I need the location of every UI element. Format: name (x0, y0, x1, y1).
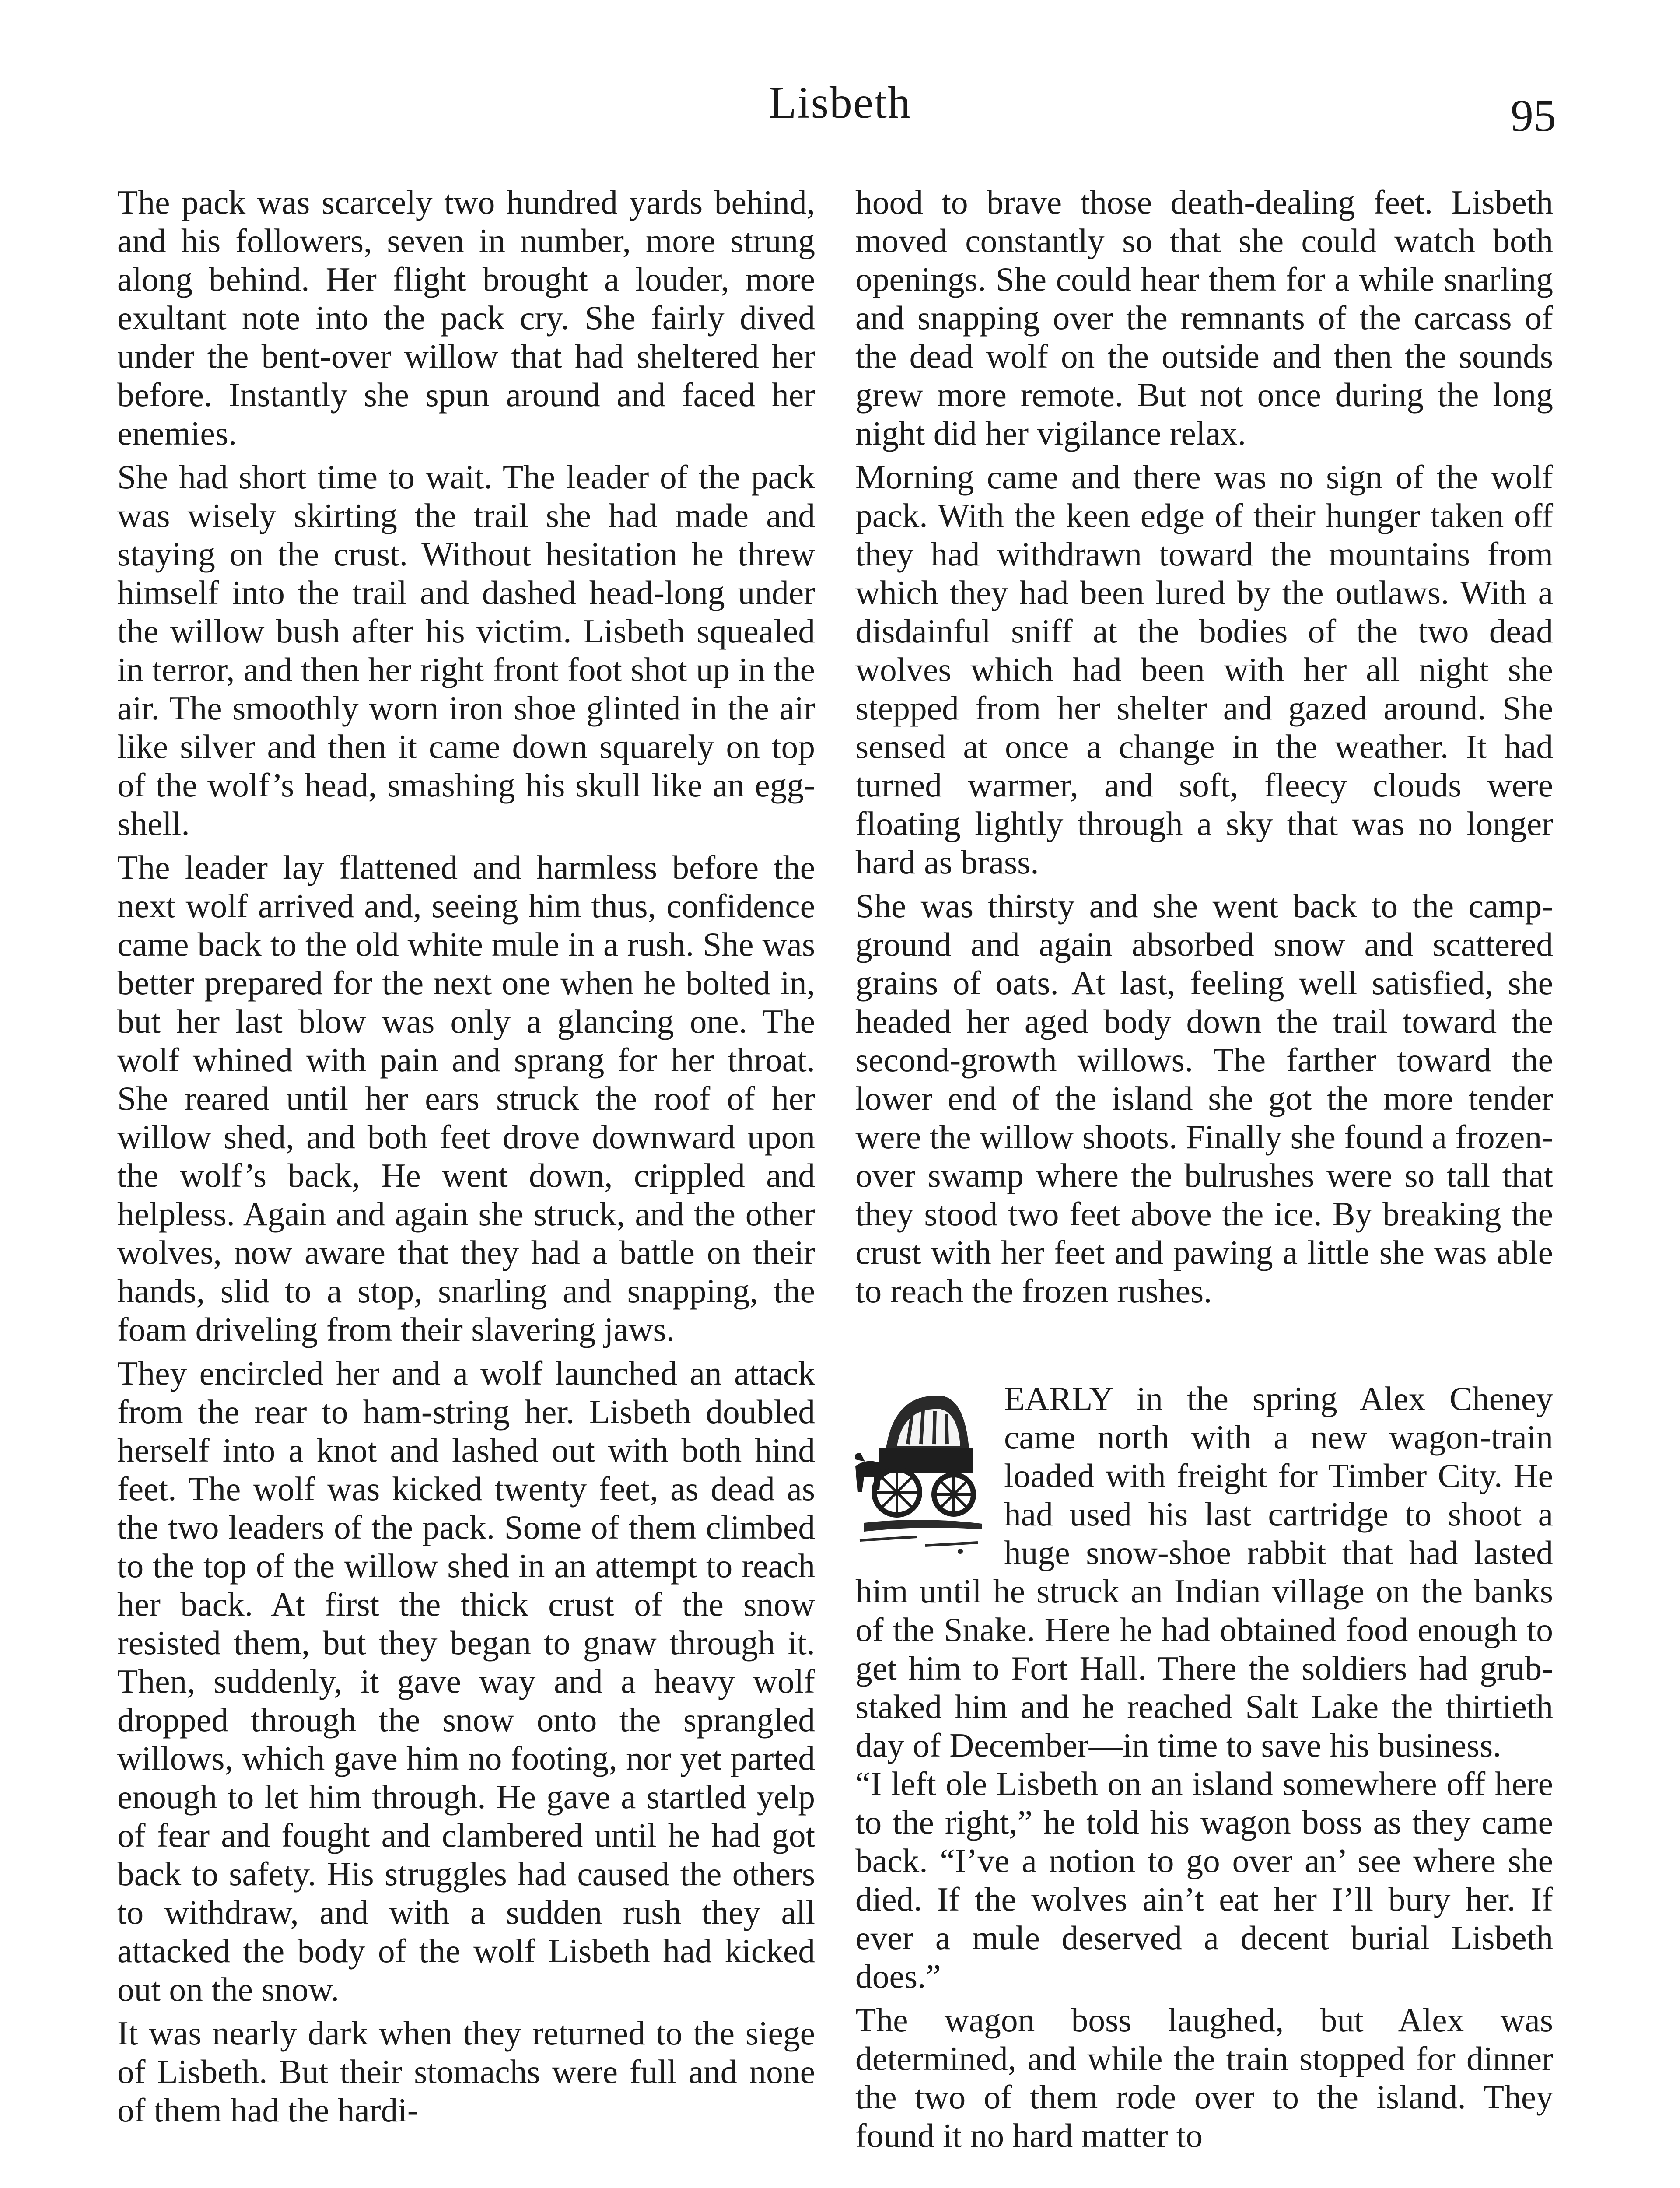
covered-wagon-vignette-icon (855, 1383, 987, 1558)
paragraph: The leader lay flattened and harmless before the next wolf arrived and, seeing him thus, confidence came back to the old white mule in a rush. She was better prepared for the next one when he bolted in, but her last blow was only a glancing one. The wolf whined with pain and sprang for her throat. She reared until her ears struck the roof of her willow shed, and both feet drove downward upon the wolf’s back, He went down, crippled and helpless. Again and again she struck, and the other wolves, now aware that they had a battle on their hands, slid to a stop, snarling and snapping, the foam driveling from their slavering jaws. (117, 849, 815, 1348)
paragraph: “I left ole Lisbeth on an island somewhere off here to the right,” he told his wagon boss as they came back. “I’ve a notion to go over an’ see where she died. If the wolves ain’t eat her I’ll bury her. If ever a mule deserved a decent burial Lisbeth does.” (855, 1765, 1553, 1995)
right-column (855, 183, 1553, 2155)
paragraph: The wagon boss laughed, but Alex was determined, and while the train stopped for dinner the two of them rode over to the island. They found it no hard matter to (855, 2001, 1553, 2154)
paragraph: Morning came and there was no sign of the wolf pack. With the keen edge of their hunger taken off they had withdrawn toward the mountains from which they had been lured by the outlaws. With a disdainful sniff at the bodies of the two dead wolves which had been with her all night she stepped from her shelter and gazed around. She sensed at once a change in the weather. It had turned warmer, and soft, fleecy clouds were floating lightly through a sky that was no longer hard as brass. (855, 458, 1553, 881)
paragraph: The pack was scarcely two hundred yards behind, and his followers, seven in number, more strung along behind. Her flight brought a louder, more exultant note into the pack cry. She fairly dived under the bent-over willow that had sheltered her before. Instantly she spun around and faced her enemies. (117, 183, 815, 452)
paragraph: hood to brave those death-dealing feet. Lisbeth moved constantly so that she could watch both openings. She could hear them for a while snarling and snapping over the remnants of the carcass of the dead wolf on the outside and then the sounds grew more remote. But not once during the long night did her vigilance relax. (855, 183, 1553, 452)
paragraph: They encircled her and a wolf launched an attack from the rear to ham-string her. Lisbeth doubled herself into a knot and lashed out with both hind feet. The wolf was kicked twenty feet, as dead as the two leaders of the pack. Some of them climbed to the top of the willow shed in an attempt to reach her back. At first the thick crust of the snow resisted them, but they began to gnaw through it. Then, suddenly, it gave way and a heavy wolf dropped through the snow onto the sprangled willows, which gave him no footing, nor yet parted enough to let him through. He gave a startled yelp of fear and fought and clambered until he had got back to safety. His struggles had caused the others to withdraw, and with a sudden rush they all attacked the body of the wolf Lisbeth had kicked out on the snow. (117, 1354, 815, 2008)
page-number: 95 (1511, 91, 1556, 141)
section-opening (855, 1379, 1553, 1764)
paragraph: She was thirsty and she went back to the camp-ground and again absorbed snow and scattered grains of oats. At last, feeling well satisfied, she headed her aged body down the trail toward the second-growth willows. The farther toward the lower end of the island she got the more tender were the willow shoots. Finally she found a frozen-over swamp where the bulrushes were so tall that they stood two feet above the ice. By breaking the crust with her feet and pawing a little she was able to reach the frozen rushes. (855, 887, 1553, 1310)
paragraph: It was nearly dark when they returned to the siege of Lisbeth. But their stomachs were full and none of them had the hardi- (117, 2014, 815, 2129)
paragraph: EARLY in the spring Alex Cheney came north with a new wagon-train loaded with freight for Timber City. He had used his last cartridge to shoot a huge snow-shoe rabbit that had lasted him until he struck an Indian village on the banks of the Snake. Here he had obtained food enough to get him to Fort Hall. There the soldiers had grub-staked him and he reached Salt Lake the thirtieth day of December—in time to save his business. (855, 1380, 1553, 1764)
left-column (117, 183, 815, 2129)
section-break (855, 1310, 1553, 1379)
running-head-title: Lisbeth (769, 77, 911, 128)
paragraph: She had short time to wait. The leader of the pack was wisely skirting the trail she had made and staying on the crust. Without hesitation he threw himself into the trail and dashed head-long under the willow bush after his victim. Lisbeth squealed in terror, and then her right front foot shot up in the air. The smoothly worn iron shoe glinted in the air like silver and then it came down squarely on top of the wolf’s head, smashing his skull like an egg-shell. (117, 458, 815, 842)
